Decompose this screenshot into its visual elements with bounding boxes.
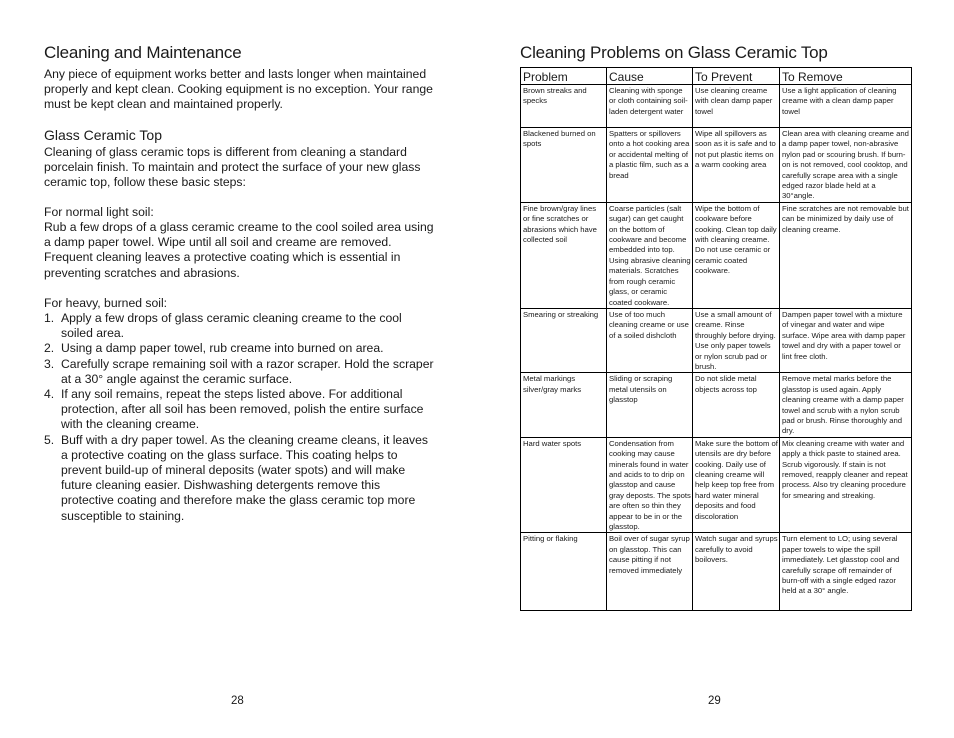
step-item xyxy=(44,387,436,433)
step-item xyxy=(44,433,436,524)
table-row xyxy=(521,308,912,372)
cell-prevent: Use cleaning creame with clean damp paper towel xyxy=(693,85,780,128)
cell-prevent: Wipe the bottom of cookware before cooking. Clean top daily with cleaning creame. Do not use ceramic or ceramic coated cookware. xyxy=(693,202,780,308)
glass-top-paragraph: Cleaning of glass ceramic tops is different from cleaning a standard porcelain finish. To maintain and protect the surface of your new glass ceramic top, follow these basic steps: xyxy=(44,145,421,190)
step-number: 2. xyxy=(44,341,55,356)
heavy-soil-steps xyxy=(44,311,436,524)
cell-prevent: Make sure the bottom of utensils are dry before cooking. Daily use of cleaning creame will help keep top free from hard water mineral deposits and food discoloration xyxy=(693,437,780,533)
intro-paragraph: Any piece of equipment works better and lasts longer when maintained properly and kept clean. Cooking equipment is no exception. Your range must be kept clean and maintained properly. xyxy=(44,67,433,112)
step-text: Using a damp paper towel, rub creame into burned on area. xyxy=(61,341,384,356)
step-item xyxy=(44,357,436,387)
cell-remove: Fine scratches are not removable but can be minimized by daily use of cleaning creame. xyxy=(780,202,912,308)
table-row xyxy=(521,202,912,308)
step-number: 5. xyxy=(44,432,55,447)
cell-remove: Mix cleaning creame with water and apply a thick paste to stained area. Scrub vigorously. If stain is not removed, reapply cleaner and repeat process. Also try cleaning procedure for smearing and streaking. xyxy=(780,437,912,533)
cell-cause: Cleaning with sponge or cloth containing soil-laden detergent water xyxy=(607,85,693,128)
page-number-right: 29 xyxy=(708,695,721,707)
header-cause: Cause xyxy=(607,68,693,85)
cell-cause: Coarse particles (salt sugar) can get caught on the bottom of cookware and become embedded into top. Using abrasive cleaning materials. Scratches from rough ceramic glass, or ceramic coated cookware. xyxy=(607,202,693,308)
step-text: Carefully scrape remaining soil with a razor scraper. Hold the scraper at a 30° angle against the ceramic surface. xyxy=(61,356,434,386)
cell-remove: Dampen paper towel with a mixture of vinegar and water and wipe surface. Wipe area with damp paper towel and dry with a paper towel or lint free cloth. xyxy=(780,308,912,372)
cell-problem: Hard water spots xyxy=(521,437,607,533)
cell-problem: Smearing or streaking xyxy=(521,308,607,372)
cell-problem: Pitting or flaking xyxy=(521,533,607,611)
step-text: Buff with a dry paper towel. As the cleaning creame cleans, it leaves a protective coating on the glass surface. This coating helps to prevent build-up of mineral deposits (water spots) and will make future cleaning easier. Dishwashing detergents remove this protective coating and therefore make the glass ceramic top more susceptible to staining. xyxy=(61,432,428,523)
cleaning-problems-table xyxy=(520,67,912,611)
cell-prevent: Do not slide metal objects across top xyxy=(693,373,780,437)
header-problem: Problem xyxy=(521,68,607,85)
table-header-row xyxy=(521,68,912,85)
cell-remove: Use a light application of cleaning creame with a clean damp paper towel xyxy=(780,85,912,128)
step-number: 3. xyxy=(44,356,55,371)
cell-remove: Turn element to LO; using several paper towels to wipe the spill immediately. Let glasstop cool and carefully scrape off remainder of burn-off with a single edged razor held at a 30° angle. xyxy=(780,533,912,611)
table-row xyxy=(521,533,912,611)
cell-remove: Clean area with cleaning creame and a damp paper towel, non-abrasive nylon pad or scouring brush. If burn-on is not removed, cool cooktop, and carefully scrape area with a single edged razor blade held at a 30°angle. xyxy=(780,128,912,203)
cell-cause: Boil over of sugar syrup on glasstop. This can cause pitting if not removed immediately xyxy=(607,533,693,611)
cell-prevent: Use a small amount of creame. Rinse throughly before drying. Use only paper towels or nylon scrub pad or brush. xyxy=(693,308,780,372)
cell-cause: Condensation from cooking may cause minerals found in water and acids to to drip on glasstop and cause gray deposts. The spots are often so thin they appear to be in or the glasstop. xyxy=(607,437,693,533)
cell-problem: Fine brown/gray lines or fine scratches or abrasions which have collected soil xyxy=(521,202,607,308)
step-number: 1. xyxy=(44,311,55,325)
light-soil-label: For normal light soil: xyxy=(44,205,154,219)
table-row xyxy=(521,85,912,128)
table-row xyxy=(521,373,912,437)
page-title-cleaning-problems: Cleaning Problems on Glass Ceramic Top xyxy=(520,43,828,62)
heavy-soil-label: For heavy, burned soil: xyxy=(44,296,168,310)
left-page xyxy=(44,0,436,738)
step-item xyxy=(44,341,436,356)
table-row xyxy=(521,128,912,203)
subheading-glass-ceramic-top: Glass Ceramic Top xyxy=(44,127,163,143)
step-text: If any soil remains, repeat the steps listed above. For additional protection, after all soil has been removed, polish the entire surface with the cleaning creame. xyxy=(61,387,424,432)
cell-problem: Brown streaks and specks xyxy=(521,85,607,128)
cell-cause: Spatters or spillovers onto a hot cooking area or accidental melting of a plastic film, such as a bread xyxy=(607,128,693,203)
page-number-left: 28 xyxy=(231,695,244,707)
step-text: Apply a few drops of glass ceramic cleaning creame to the cool soiled area. xyxy=(61,311,402,341)
cell-prevent: Watch sugar and syrups carefully to avoid boilovers. xyxy=(693,533,780,611)
table-row xyxy=(521,437,912,533)
right-page xyxy=(520,0,912,738)
header-to-remove: To Remove xyxy=(780,68,912,85)
header-to-prevent: To Prevent xyxy=(693,68,780,85)
step-item xyxy=(44,311,436,341)
step-number: 4. xyxy=(44,387,55,402)
page-title-cleaning-maintenance: Cleaning and Maintenance xyxy=(44,43,242,62)
cell-remove: Remove metal marks before the glasstop is used again. Apply cleaning creame with a damp paper towel and scrub with a nylon scrub pad or brush. Rinse thoroughly and dry. xyxy=(780,373,912,437)
cell-problem: Blackened burned on spots xyxy=(521,128,607,203)
cell-prevent: Wipe all spillovers as soon as it is safe and to not put plastic items on a warm cooking area xyxy=(693,128,780,203)
cell-cause: Sliding or scraping metal utensils on glasstop xyxy=(607,373,693,437)
light-soil-text: Rub a few drops of a glass ceramic creame to the cool soiled area using a damp paper towel. Wipe until all soil and creame are removed. Frequent cleaning leaves a protective coating which is essential in preventing scratches and abrasions. xyxy=(44,220,434,280)
cell-cause: Use of too much cleaning creame or use of a soiled dishcloth xyxy=(607,308,693,372)
cell-problem: Metal markings silver/gray marks xyxy=(521,373,607,437)
